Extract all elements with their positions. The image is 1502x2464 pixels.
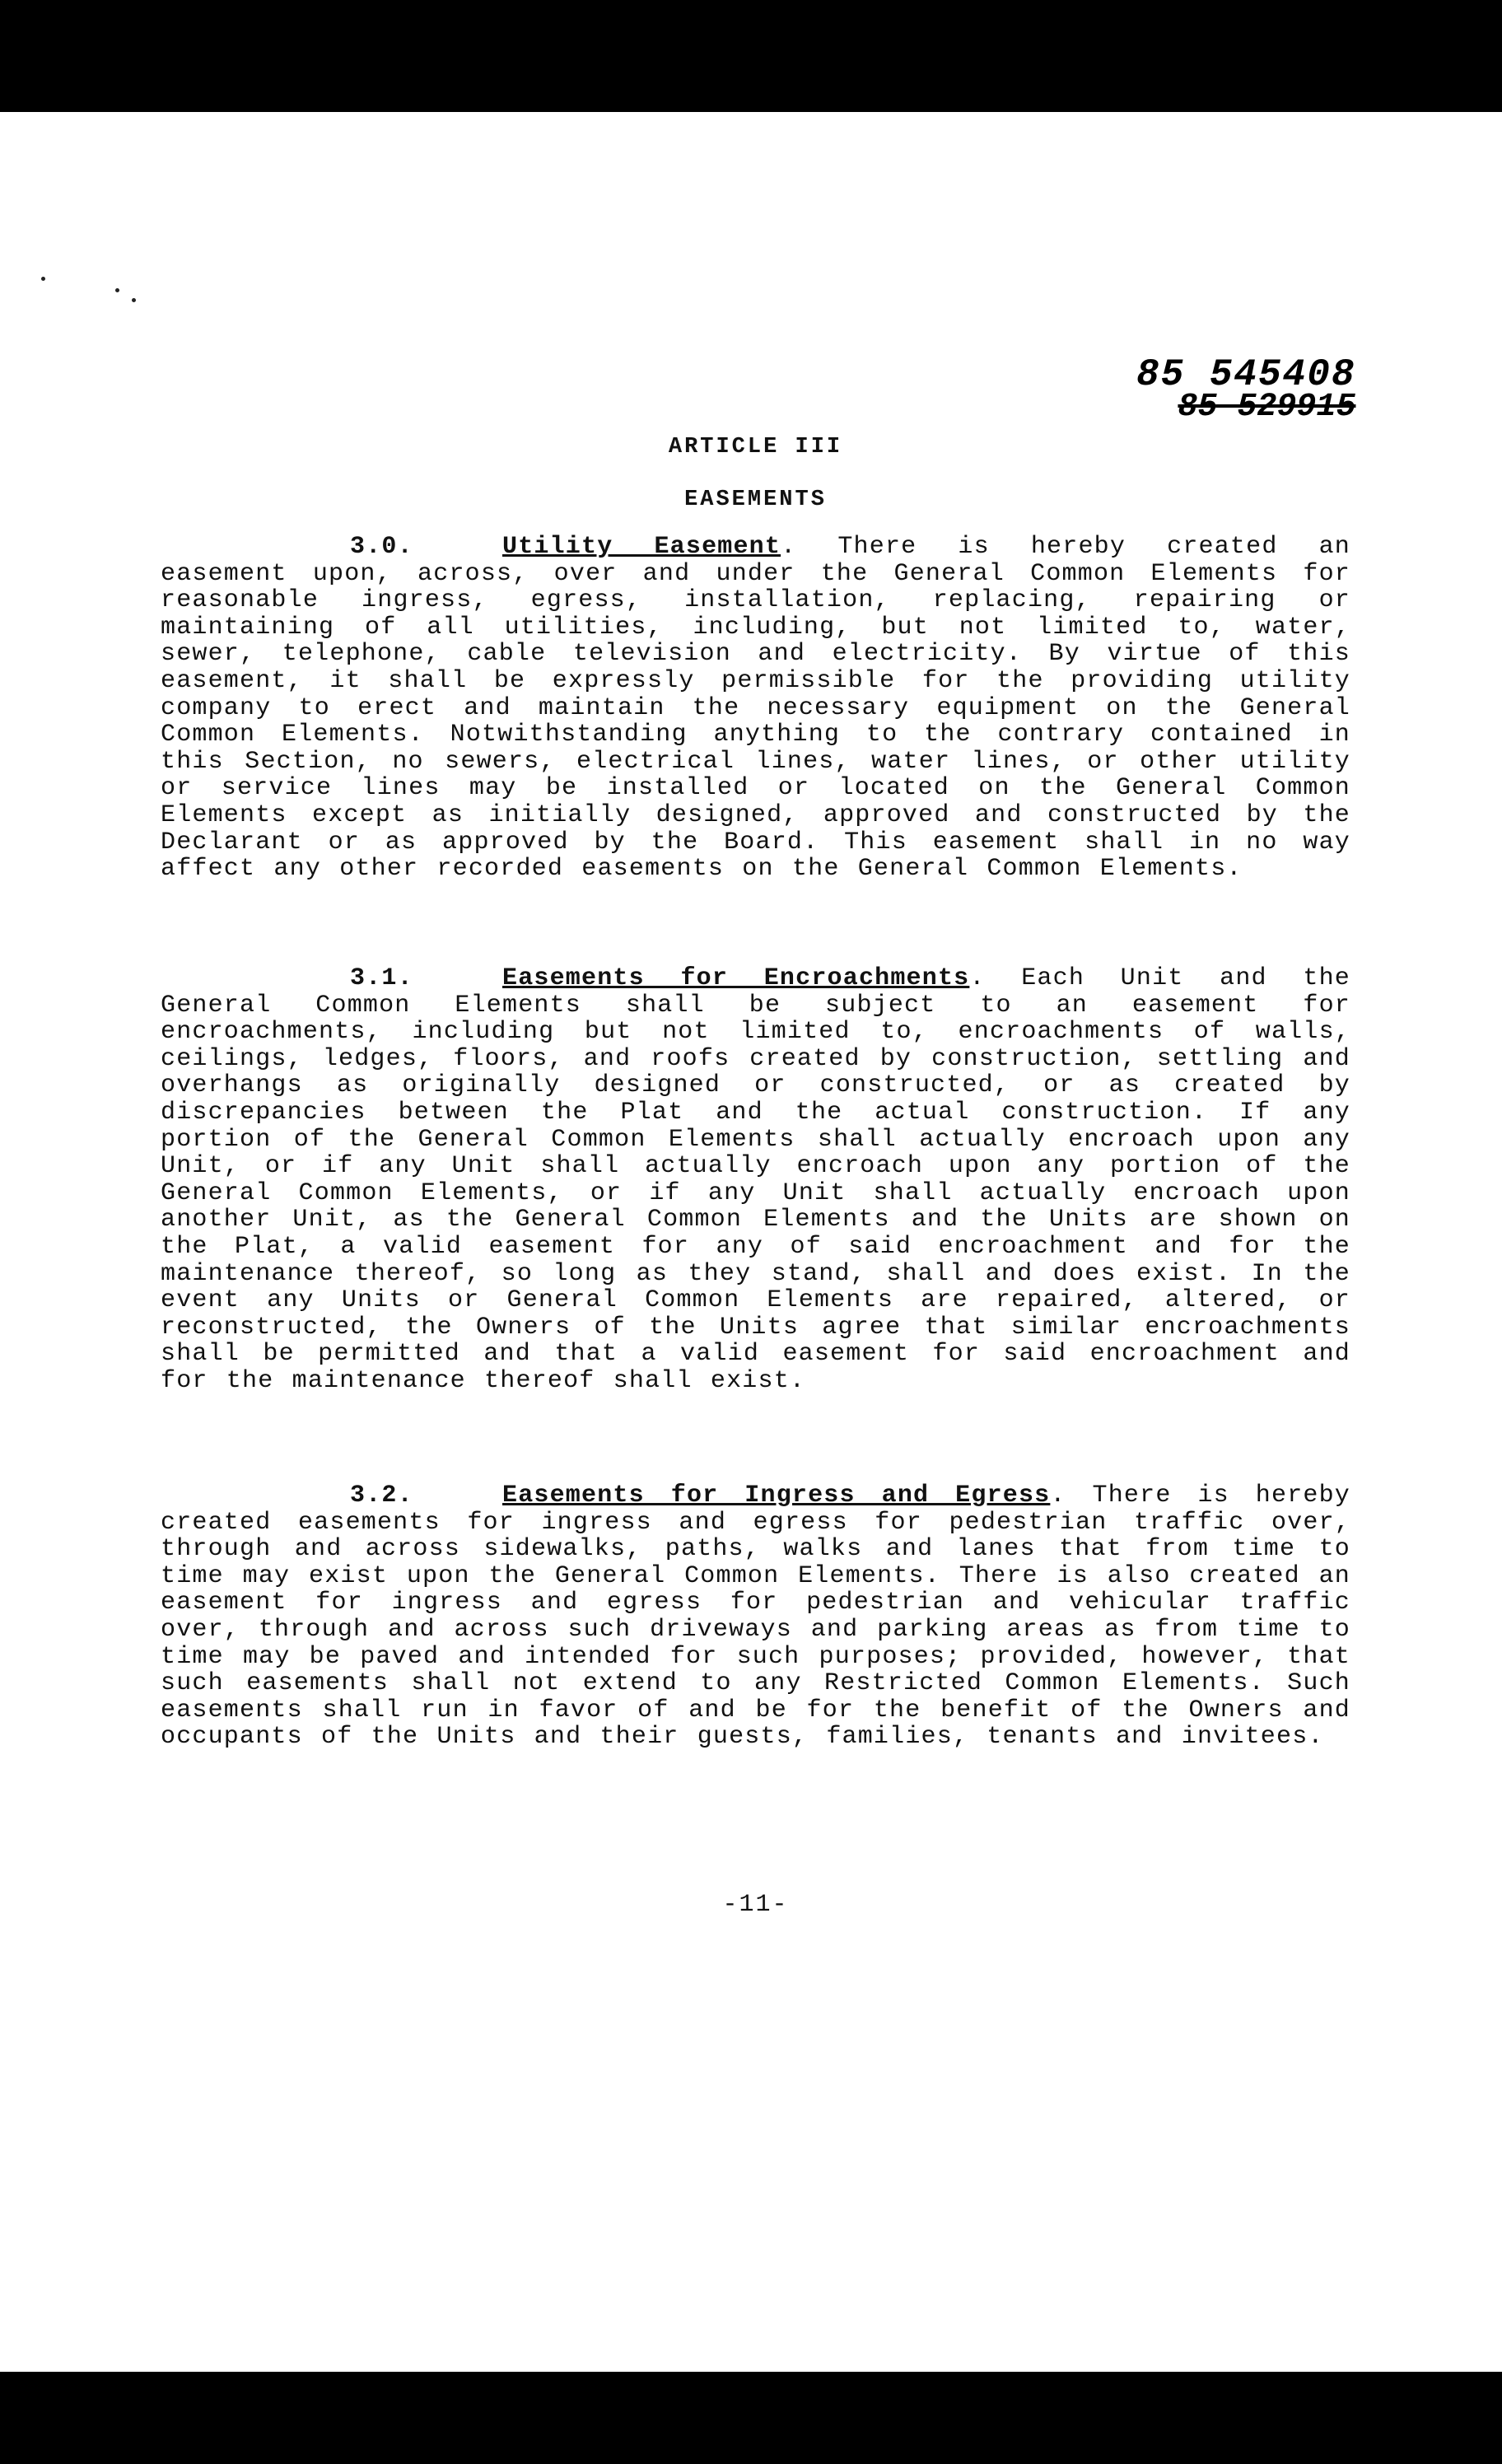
page-number: -11- — [722, 1891, 789, 1919]
struck-recording-number: 85 529915 — [1178, 389, 1356, 426]
section-title: Easements for Encroachments — [502, 964, 970, 992]
section-title: Easements for Ingress and Egress — [502, 1482, 1051, 1510]
section-paragraph — [161, 1482, 1350, 1751]
article-title: ARTICLE III — [668, 435, 843, 460]
scan-speck — [132, 298, 136, 302]
scan-border-top — [0, 0, 1502, 112]
section-body: . There is hereby created easements for ingress and egress for pedestrian traffic over, through and across sidewalks, paths, walks and lanes that from time to time may exist upon the General Common Elements. There is also created an easement for ingress and egress for pedestrian and vehicular traffic over, through and across such driveways and parking areas as from time to time may be paved and intended for such purposes; provided, however, that such easements shall not extend to any Restricted Common Elements. Such easements shall run in favor of and be for the benefit of the Owners and occupants of the Units and their guests, families, tenants and invitees. — [161, 1482, 1351, 1752]
section-paragraph — [161, 965, 1350, 1395]
recording-number-stamp — [1136, 353, 1356, 426]
section-body: . There is hereby created an easement upon, across, over and under the General Common Elements for reasonable ingress, egress, installation, replacing, repairing or maintaining of all utilities, including, but not limited to, water, sewer, telephone, cable television and electricity. By virtue of this easement, it shall be expressly permissible for the providing utility company to erect and maintain the necessary equipment on the General Common Elements. Notwithstanding anything to the contrary contained in this Section, no sewers, electrical lines, water lines, or other utility or service lines may be installed or located on the General Common Elements except as initially designed, approved and constructed by the Declarant or as approved by the Board. This easement shall in no way affect any other recorded easements on the General Common Elements. — [161, 533, 1350, 884]
recording-number: 85 545408 — [1136, 353, 1356, 396]
section-body: . Each Unit and the General Common Elements shall be subject to an easement for encroachments, including but not limited to, encroachments of walls, ceilings, ledges, floors, and roofs created by construction, settling and overhangs as originally designed or constructed, or as created by discrepancies between the Plat and the actual construction. If any portion of the General Common Elements shall actually encroach upon any Unit, or if any Unit shall actually encroach upon any portion of the General Common Elements, or if any Unit shall actually encroach upon another Unit, as the General Common Elements and the Units are shown on the Plat, a valid easement for any of said encroachment and for the maintenance thereof, so long as they stand, shall and does exist. In the event any Units or General Common Elements are repaired, altered, or reconstructed, the Owners of the Units agree that similar encroachments shall be permitted and that a valid easement for said encroachment and for the maintenance thereof shall exist. — [161, 964, 1351, 1395]
section-number: 3.0. — [350, 533, 413, 561]
article-subtitle: EASEMENTS — [684, 488, 827, 512]
section-number: 3.1. — [350, 964, 413, 992]
scan-speck — [115, 288, 119, 292]
section-title: Utility Easement — [502, 533, 781, 561]
section-paragraph — [161, 534, 1350, 883]
section-number: 3.2. — [350, 1482, 413, 1510]
scan-border-bottom — [0, 2372, 1502, 2464]
scan-speck — [41, 277, 45, 281]
